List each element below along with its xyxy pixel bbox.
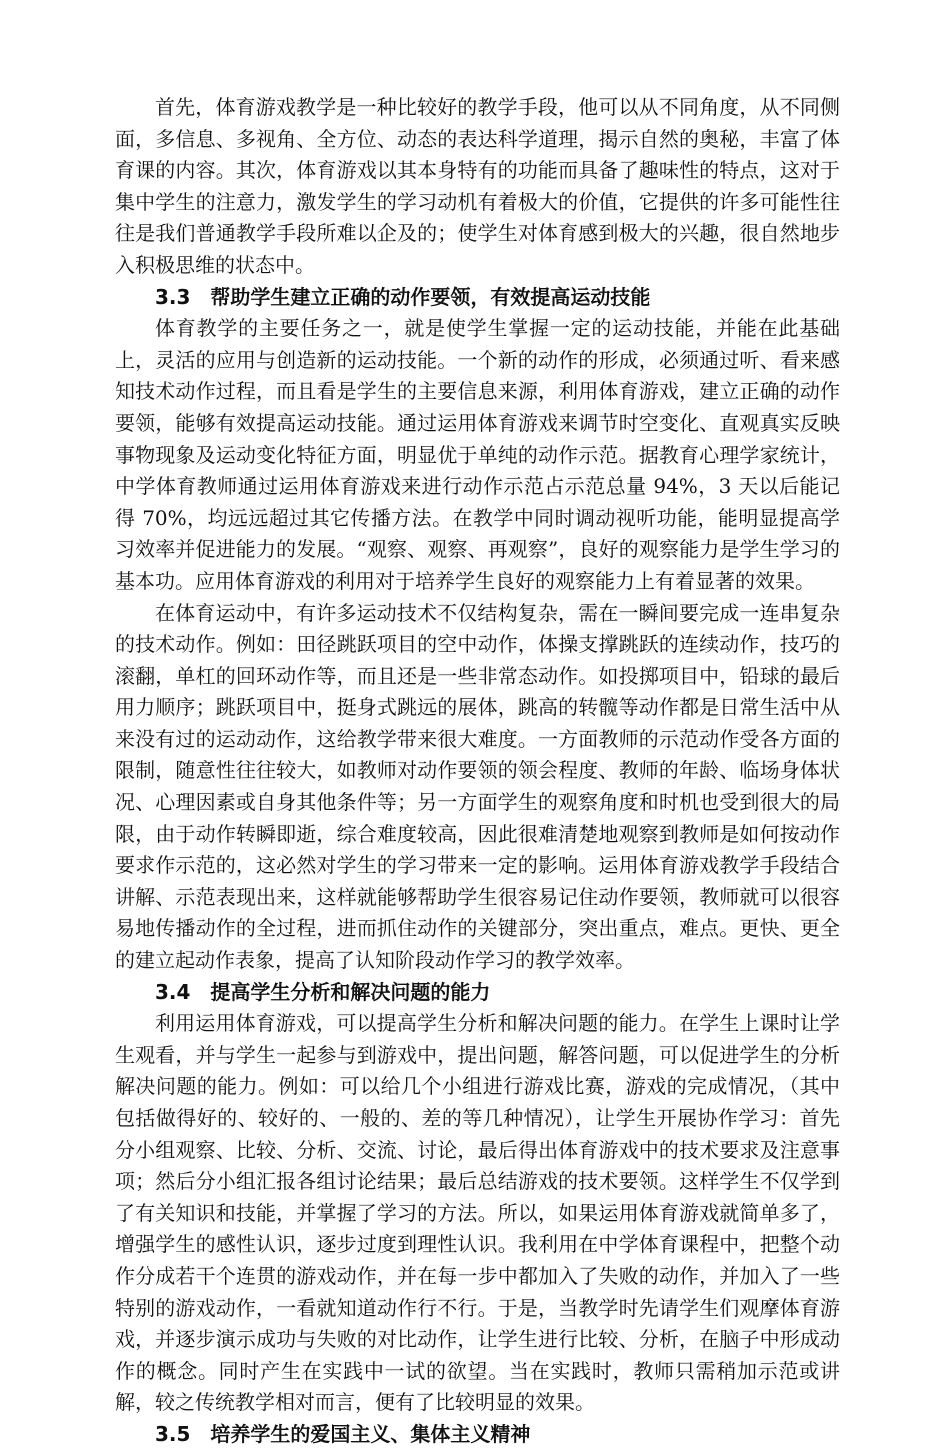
paragraph-problem-solving: 利用运用体育游戏，可以提高学生分析和解决问题的能力。在学生上课时让学生观看，并与学生一起参与到游戏中，提出问题，解答问题，可以促进学生的分析解决问题的能力。例如：可以给几个小组进行游戏比赛，游戏的完成情况，（其中包括做得好的、较好的、一般的、差的等几种情况），让学生开展协作学习：首先分小组观察、比较、分析、交流、讨论，最后得出体育游戏中的技术要求及注意事项；然后分小组汇报各组讨论结果；最后总结游戏的技术要领。这样学生不仅学到了有关知识和技能，并掌握了学习的方法。所以，如果运用体育游戏就简单多了，增强学生的感性认识，逐步过度到理性认识。我利用在中学体育课程中，把整个动作分成若干个连贯的游戏动作，并在每一步中都加入了失败的动作，并加入了一些特别的游戏动作，一看就知道动作行不行。于是，当教学时先请学生们观摩体育游戏，并逐步演示成功与失败的对比动作，让学生进行比较、分析，在脑子中形成动作的概念。同时产生在实践中一试的欲望。当在实践时，教师只需稍加示范或讲解，较之传统教学相对而言，便有了比较明显的效果。 [115, 1011, 840, 1415]
document-page [115, 92, 840, 1451]
paragraph-complex-techniques: 在体育运动中，有许多运动技术不仅结构复杂，需在一瞬间要完成一连串复杂的技术动作。例如：田径跳跃项目的空中动作，体操支撑跳跃的连续动作，技巧的滚翻，单杠的回环动作等，而且还是一些非常态动作。如投掷项目中，铅球的最后用力顺序；跳跃项目中，挺身式跳远的展体，跳高的转髋等动作都是日常生活中从来没有过的运动动作，这给教学带来很大难度。一方面教师的示范动作受各方面的限制，随意性往往较大，如教师对动作要领的领会程度、教师的年龄、临场身体状况、心理因素或自身其他条件等；另一方面学生的观察角度和时机也受到很大的局限，由于动作转瞬即逝，综合难度较高，因此很难清楚地观察到教师是如何按动作要求作示范的，这必然对学生的学习带来一定的影响。运用体育游戏教学手段结合讲解、示范表现出来，这样就能够帮助学生很容易记住动作要领，教师就可以很容易地传播动作的全过程，进而抓住动作的关键部分，突出重点，难点。更快、更全的建立起动作表象，提高了认知阶段动作学习的教学效率。 [115, 600, 840, 973]
section-heading-3-3: 3.3 帮助学生建立正确的动作要领，有效提高运动技能 [155, 284, 651, 309]
section-heading-3-5: 3.5 培养学生的爱国主义、集体主义精神 [155, 1421, 531, 1446]
paragraph-intro-advantages: 首先，体育游戏教学是一种比较好的教学手段，他可以从不同角度，从不同侧面，多信息、多视角、全方位、动态的表达科学道理，揭示自然的奥秘，丰富了体育课的内容。其次，体育游戏以其本身特有的功能而具备了趣味性的特点，这对于集中学生的注意力，激发学生的学习动机有着极大的价值，它提供的许多可能性往往是我们普通教学手段所难以企及的；使学生对体育感到极大的兴趣，很自然地步入积极思维的状态中。 [115, 95, 840, 277]
section-heading-3-4: 3.4 提高学生分析和解决问题的能力 [155, 979, 491, 1004]
paragraph-motor-skills: 体育教学的主要任务之一，就是使学生掌握一定的运动技能，并能在此基础上，灵活的应用与创造新的运动技能。一个新的动作的形成，必须通过听、看来感知技术动作过程，而且看是学生的主要信息来源，利用体育游戏，建立正确的动作要领，能够有效提高运动技能。通过运用体育游戏来调节时空变化、直观真实反映事物现象及运动变化特征方面，明显优于单纯的动作示范。据教育心理学家统计，中学体育教师通过运用体育游戏来进行动作示范占示范总量 94%，3 天以后能记得 70%，均远远超过其它传播方法。在教学中同时调动视听功能，能明显提高学习效率并促进能力的发展。“观察、观察、再观察”，良好的观察能力是学生学习的基本功。应用体育游戏的利用对于培养学生良好的观察能力上有着显著的效果。 [115, 316, 840, 593]
